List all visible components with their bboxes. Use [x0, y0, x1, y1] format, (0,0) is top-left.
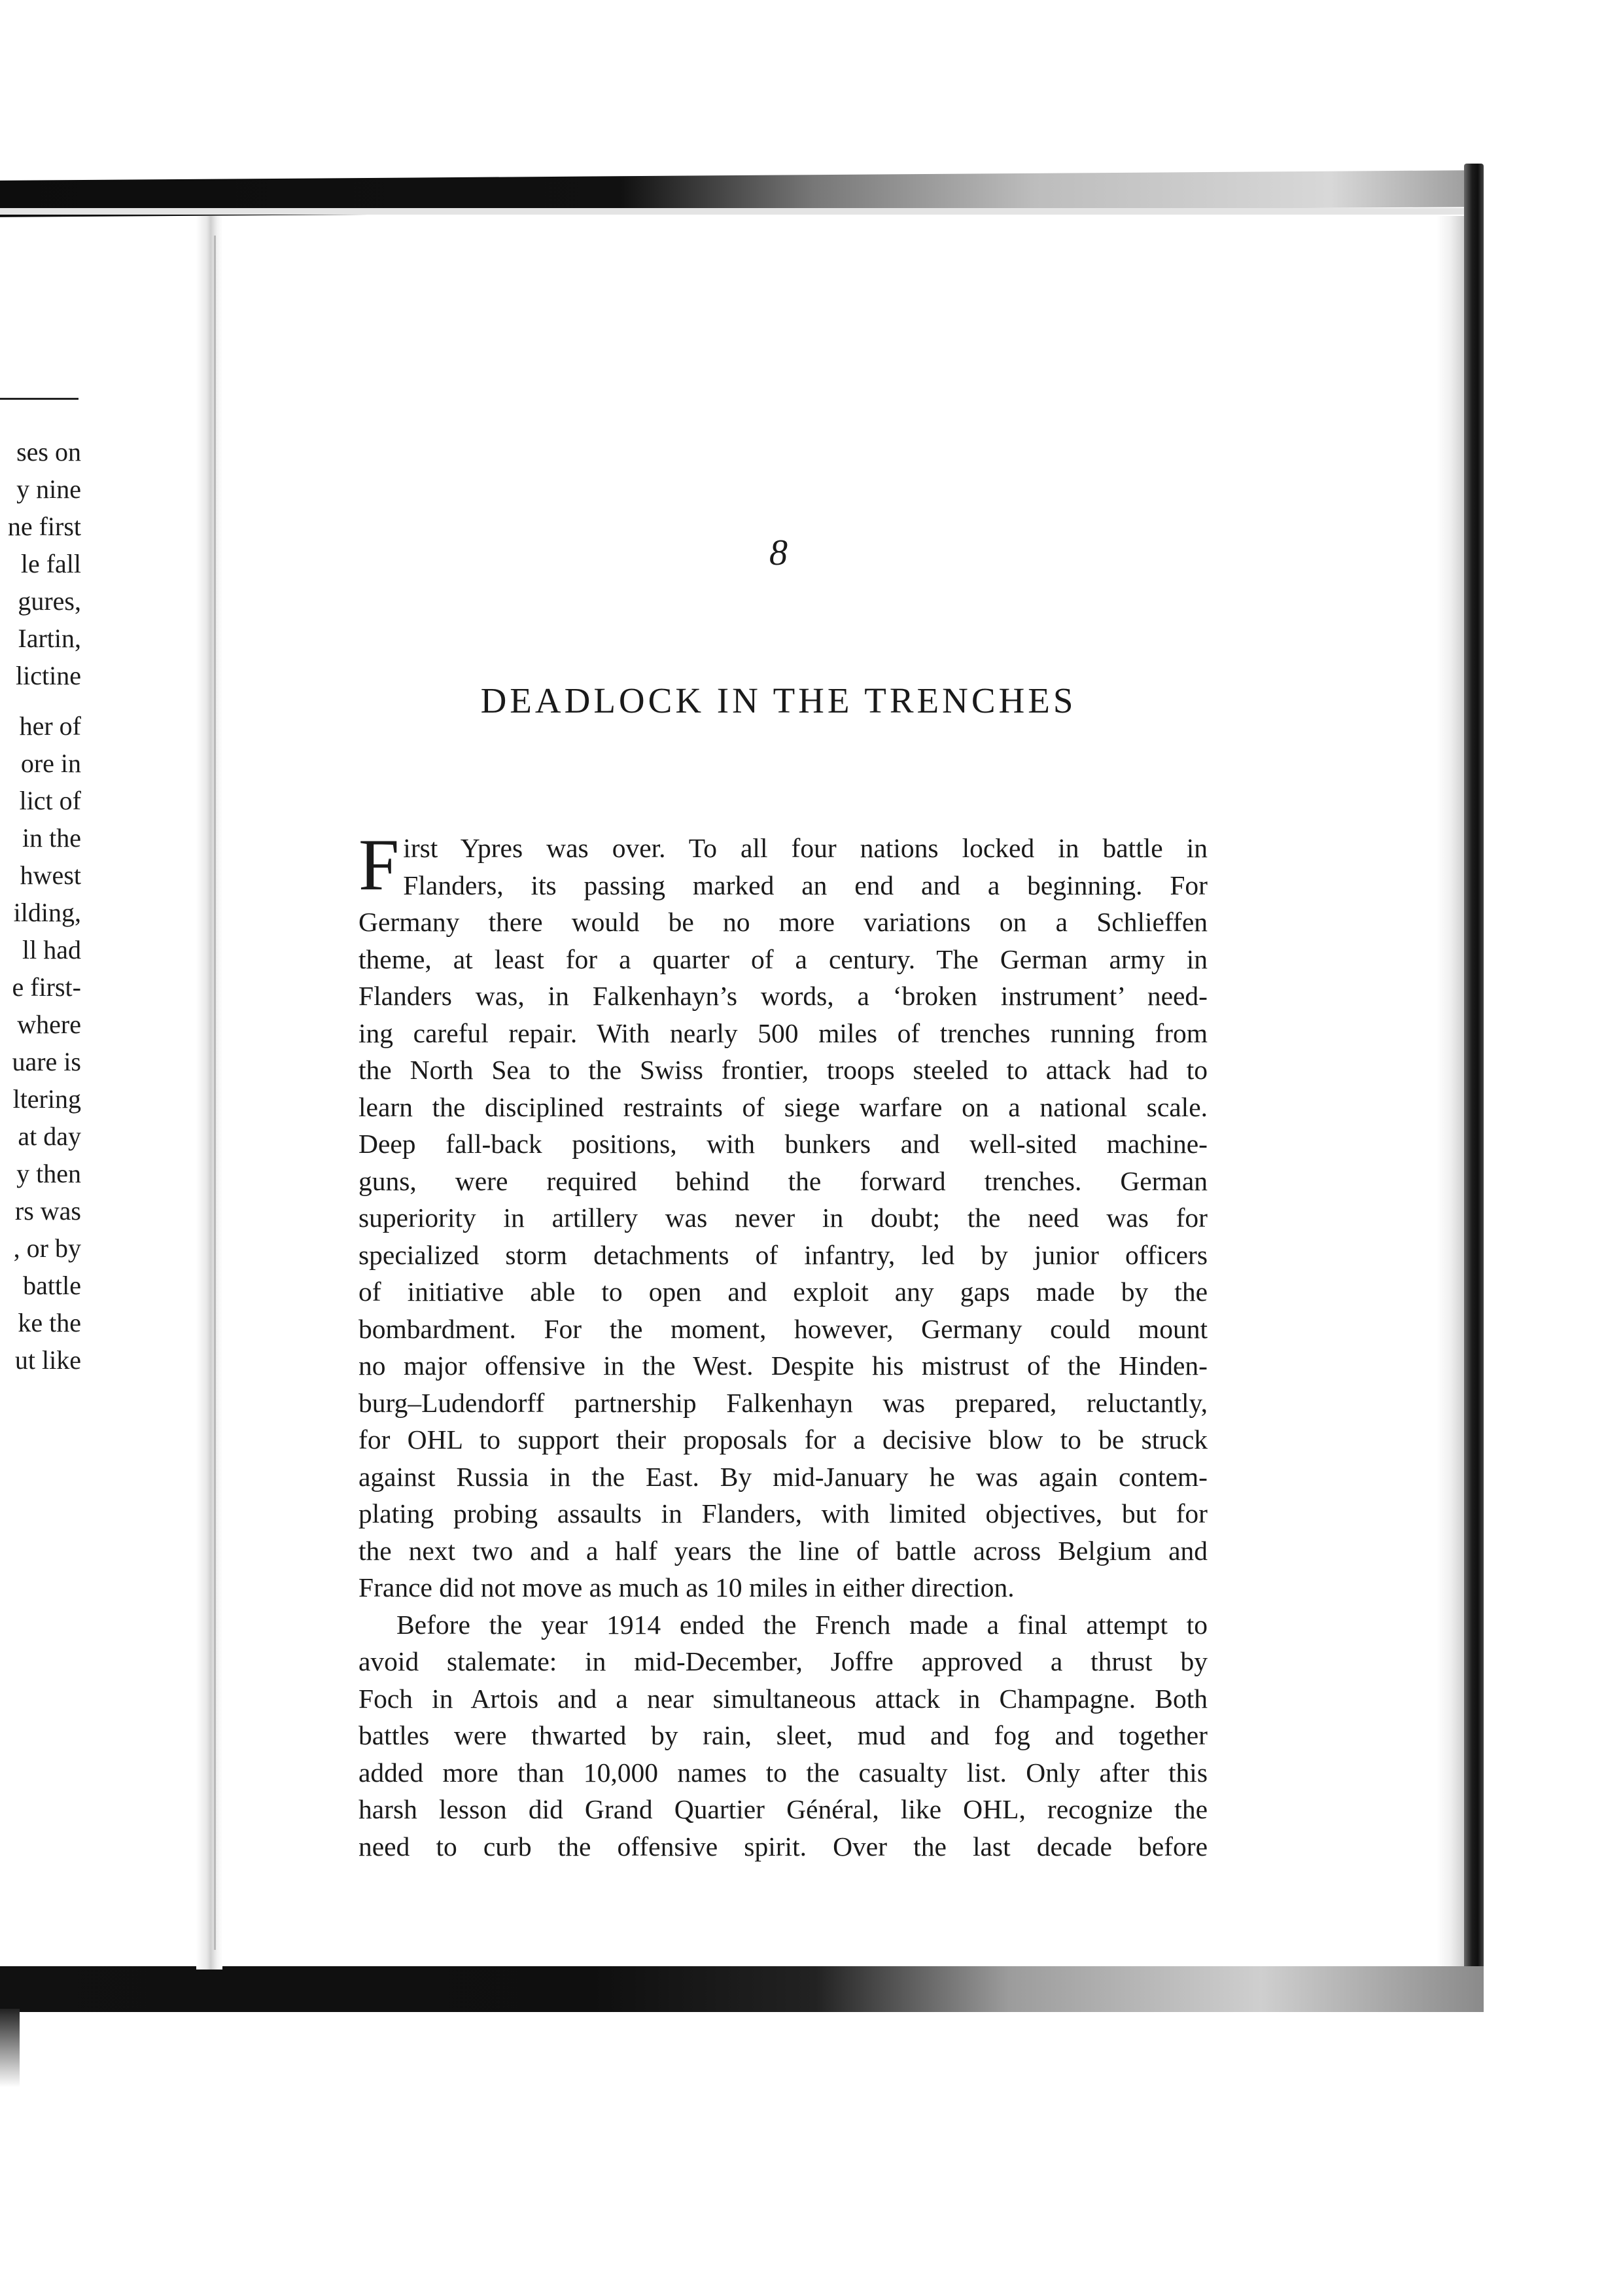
left-page-text [0, 433, 81, 1379]
body-line: superiority in artillery was never in doubt; the need was for [358, 1203, 1208, 1233]
book-bottom-shadow [0, 2009, 20, 2087]
body-line: Foch in Artois and a near simultaneous attack in Champagne. Both [358, 1683, 1208, 1714]
left-page-line: gures, [18, 586, 81, 616]
book-top-edge-inner [0, 208, 1478, 215]
book-right-edge [1464, 164, 1484, 1996]
body-line: battles were thwarted by rain, sleet, mud and fog and together [358, 1720, 1208, 1750]
body-line: no major offensive in the West. Despite his mistrust of the Hinden- [358, 1351, 1208, 1381]
left-page-line: ut like [14, 1345, 81, 1375]
body-line: ing careful repair. With nearly 500 miles of trenches running from [358, 1017, 1208, 1048]
chapter-body [358, 824, 1208, 1865]
body-line: added more than 10,000 names to the casualty list. Only after this [358, 1757, 1208, 1788]
drop-cap: F [358, 824, 400, 906]
body-line: France did not move as much as 10 miles in either direction. [358, 1572, 1015, 1602]
left-page-line: lict of [19, 786, 81, 815]
body-line: learn the disciplined restraints of siege warfare on a national scale. [358, 1091, 1208, 1122]
left-page-line: y then [16, 1159, 81, 1188]
left-page-line: ll had [22, 935, 81, 964]
body-line: against Russia in the East. By mid-January he was again contem- [358, 1461, 1208, 1492]
left-page-line: e first- [12, 972, 81, 1002]
body-line: plating probing assaults in Flanders, with limited objectives, but for [358, 1498, 1208, 1528]
body-line: harsh lesson did Grand Quartier Général, like OHL, recognize the [358, 1794, 1208, 1824]
left-page-line: uare is [12, 1047, 81, 1076]
left-page-line: her of [19, 711, 81, 741]
left-page-line: y nine [16, 474, 81, 504]
body-line: burg–Ludendorff partnership Falkenhayn was prepared, reluctantly, [358, 1387, 1208, 1418]
left-page-line: where [17, 1010, 81, 1039]
body-line: Germany there would be no more variations on a Schlieffen [358, 907, 1208, 937]
body-line: specialized storm detachments of infantry, led by junior officers [358, 1239, 1208, 1270]
body-line: of initiative able to open and exploit any gaps made by the [358, 1277, 1208, 1307]
body-line: Flanders was, in Falkenhayn’s words, a ‘broken instrument’ need- [358, 981, 1208, 1011]
body-line: need to curb the offensive spirit. Over the last decade before [358, 1831, 1208, 1862]
left-page-line: ses on [16, 437, 81, 467]
body-line: the next two and a half years the line of battle across Belgium and [358, 1535, 1208, 1566]
body-line: the North Sea to the Swiss frontier, troops steeled to attack had to [358, 1055, 1208, 1085]
left-page-line: Iartin, [18, 624, 81, 653]
body-line: Before the year 1914 ended the French made a final attempt to [396, 1609, 1208, 1640]
left-page-line: rs was [14, 1196, 81, 1226]
book-bottom-edge [0, 1966, 1484, 2012]
gutter-line [214, 236, 216, 1950]
left-page-line [0, 694, 81, 707]
left-page-line: hwest [20, 860, 81, 890]
left-page-line: at day [18, 1122, 81, 1151]
left-page-line: in the [22, 823, 81, 853]
left-page-rule [0, 398, 79, 400]
page-fore-edge [1437, 216, 1464, 1969]
chapter-number: 8 [769, 533, 788, 573]
left-page-line: ke the [18, 1308, 81, 1337]
left-page-line: ilding, [13, 898, 81, 927]
left-page-line: lictine [16, 661, 81, 690]
body-line: guns, were required behind the forward trenches. German [358, 1165, 1208, 1196]
left-page-line: ore in [20, 749, 81, 778]
body-line: Deep fall-back positions, with bunkers and well-sited machine- [358, 1129, 1208, 1159]
left-page-line: ne first [7, 512, 81, 541]
book-gutter [196, 216, 222, 1969]
body-line: avoid stalemate: in mid-December, Joffre approved a thrust by [358, 1646, 1208, 1676]
body-line: irst Ypres was over. To all four nations locked in battle in [403, 833, 1208, 863]
body-line: theme, at least for a quarter of a century. The German army in [358, 944, 1208, 974]
body-line: bombardment. For the moment, however, Germany could mount [358, 1313, 1208, 1344]
body-line: Flanders, its passing marked an end and a beginning. For [403, 870, 1208, 900]
body-line: for OHL to support their proposals for a decisive blow to be struck [358, 1424, 1208, 1455]
left-page-line: battle [23, 1271, 81, 1300]
left-page-line: le fall [20, 549, 81, 578]
chapter-title: DEADLOCK IN THE TRENCHES [480, 680, 1077, 720]
left-page-line: , or by [13, 1233, 81, 1263]
left-page-line: ltering [12, 1084, 81, 1114]
